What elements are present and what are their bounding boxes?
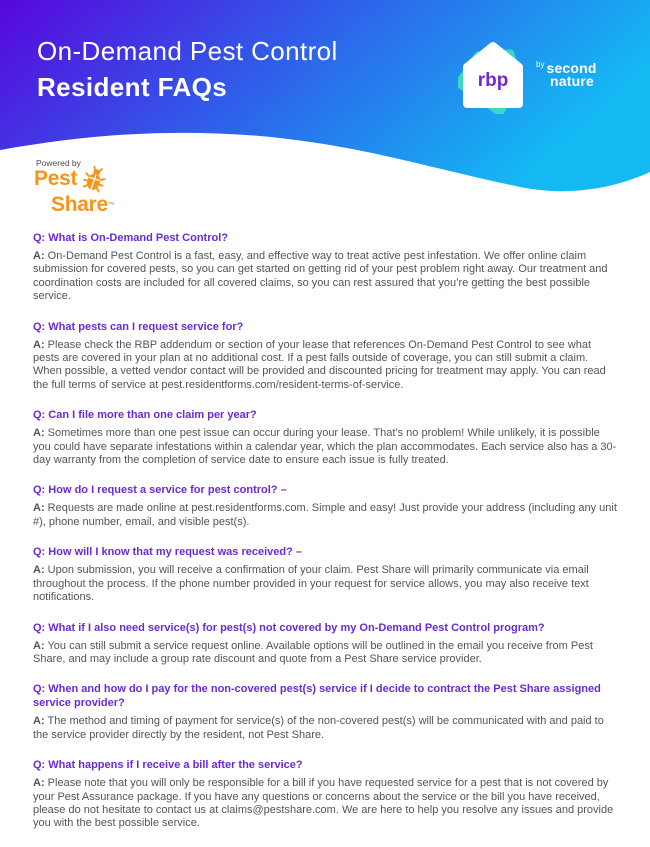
pest-bug-icon xyxy=(81,163,108,195)
by-label: by xyxy=(536,60,545,69)
faq-question: Q: Can I file more than one claim per year? xyxy=(33,409,257,422)
page-title-line2: Resident FAQs xyxy=(37,72,228,102)
faq-question: Q: When and how do I pay for the non-covered pest(s) service if I decide to contract the Pest Share assigned service provider? xyxy=(33,683,601,710)
rbp-brand-block xyxy=(458,38,597,114)
share-word: Share™ xyxy=(51,193,115,216)
faq-question: Q: What if I also need service(s) for pest(s) not covered by my On-Demand Pest Control program? xyxy=(33,621,545,634)
faq-question: Q: What is On-Demand Pest Control? xyxy=(33,232,228,244)
brand-word-nature: nature xyxy=(550,73,594,89)
faq-item-5 xyxy=(33,545,619,604)
page-title-line1: On-Demand Pest Control xyxy=(37,36,338,66)
faq-answer: A: You can still submit a service request online. Available options will be outlined in the email you receive from Pest Share, and may include a group rate discount and quote from a Pest Share service provider. xyxy=(33,639,593,665)
faq-question: Q: How do I request a service for pest control? – xyxy=(33,484,287,497)
faq-answer: A: Please note that you will only be responsible for a bill if you have requested service for a pest that is not covered by your Pest Assurance package. If you have any questions or concerns about the service or the bill you have received, please do not hesitate to contact us at claims@pestshare.com. We are here to help you resolve any issues and provide you with the best possible service. xyxy=(33,777,614,830)
second-nature-logo xyxy=(536,62,597,88)
faq-item-4 xyxy=(33,483,619,529)
brand-word-second: second xyxy=(546,60,597,76)
faq-item-3 xyxy=(33,408,619,467)
pest-share-logo xyxy=(34,158,144,215)
trademark-symbol: ™ xyxy=(107,202,115,209)
faq-answer: A: On-Demand Pest Control is a fast, easy, and effective way to treat active pest infestation. We offer online claim submission for covered pests, so you can get started on getting rid of your pest problem right away. Our treatment and coordination costs are included for all covered claims, so you can rest assured that you’re getting the best possible service. xyxy=(33,250,608,303)
faq-question: Q: What happens if I receive a bill after the service? xyxy=(33,759,303,772)
rbp-logo-text: rbp xyxy=(477,70,509,91)
page-title xyxy=(37,33,338,105)
faq-item-7 xyxy=(33,682,619,742)
faq-answer: A: Please check the RBP addendum or section of your lease that references On-Demand Pest Control to see what pests are covered in your plan at no additional cost. If a pest falls outside of coverage, you can still submit a claim. When possible, a vetted vendor contact will be provided and discounted pricing for treatment may apply. You can read the full terms of service at pest.residentforms.com/resident-terms-of-service. xyxy=(33,338,606,391)
faq-list xyxy=(33,231,619,847)
faq-answer: A: Requests are made online at pest.residentforms.com. Simple and easy! Just provide your address (including any unit #), phone number, email, and visible pest(s). xyxy=(33,502,617,528)
faq-item-2 xyxy=(33,320,619,393)
pest-word: Pest xyxy=(34,167,78,190)
faq-answer: A: The method and timing of payment for service(s) of the non-covered pest(s) will be communicated with and paid to the service provider directly by the resident, not Pest Share. xyxy=(33,715,604,741)
faq-item-6 xyxy=(33,621,619,667)
faq-question: Q: How will I know that my request was received? – xyxy=(33,546,302,559)
faq-item-1 xyxy=(33,231,619,304)
page-header xyxy=(0,0,650,226)
rbp-house-logo-icon xyxy=(458,38,528,114)
faq-answer: A: Upon submission, you will receive a confirmation of your claim. Pest Share will primarily communicate via email throughout the process. If the phone number provided in your request for service allows, you may also receive text notifications. xyxy=(33,564,589,604)
powered-by-label: Powered by xyxy=(36,158,81,168)
faq-item-8 xyxy=(33,758,619,831)
faq-question: Q: What pests can I request service for? xyxy=(33,320,244,333)
faq-answer: A: Sometimes more than one pest issue can occur during your lease. That’s no problem! While unlikely, it is possible you could have separate infestations within a calendar year, which the plan accommodates. Each service also has a 30-day warranty from the completion of service date to ensure each issue is fully treated. xyxy=(33,427,617,467)
